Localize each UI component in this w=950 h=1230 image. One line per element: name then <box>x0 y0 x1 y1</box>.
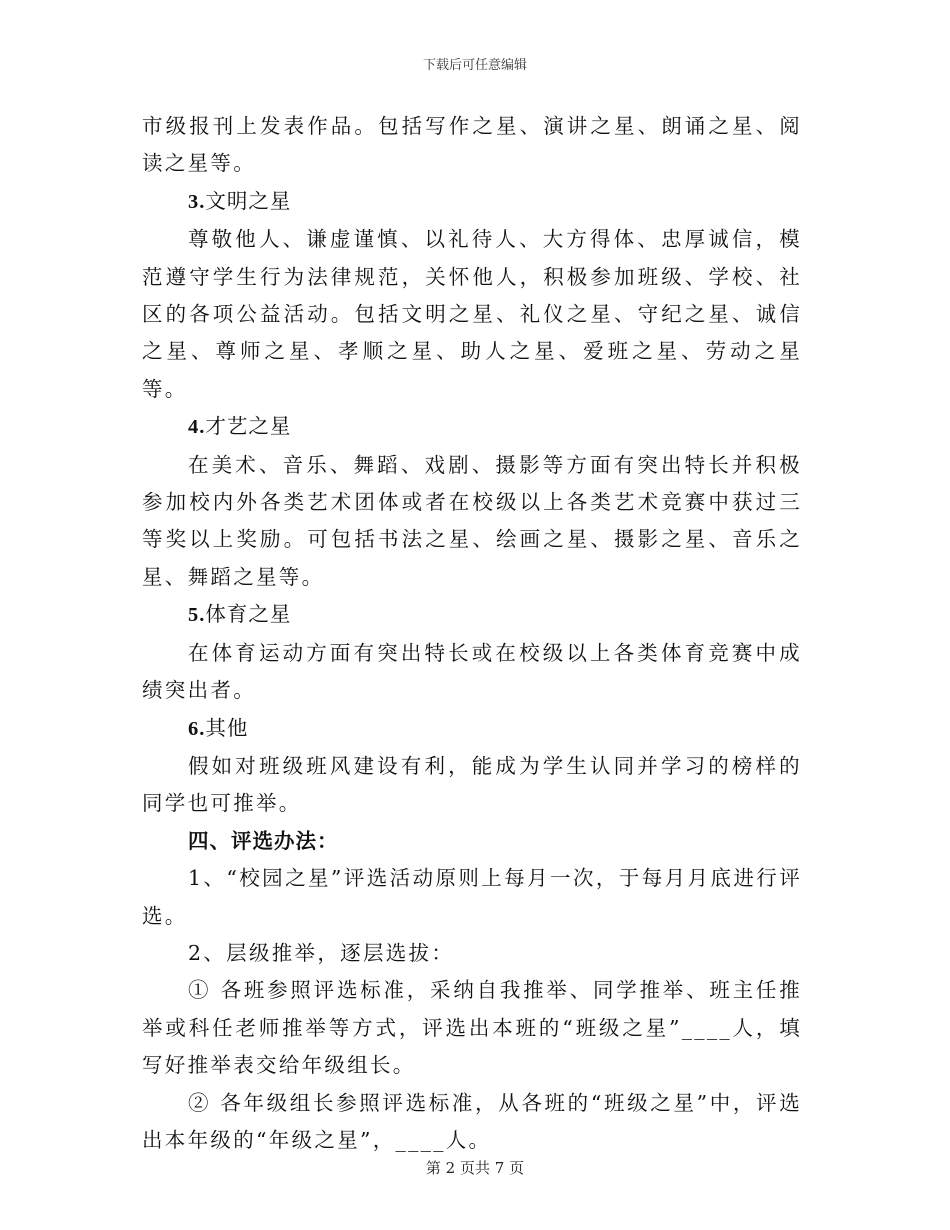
paragraph: ② 各年级组长参照评选标准，从各班的“班级之星”中，评选出本年级的“年级之星”，____人。 <box>142 1090 802 1152</box>
subheading <box>142 408 802 446</box>
subheading-number: 3. <box>188 190 206 213</box>
subheading-text: 才艺之星 <box>205 414 292 439</box>
section-heading: 四、评选办法： <box>188 828 339 853</box>
paragraph: 尊敬他人、谦虚谨慎、以礼待人、大方得体、忠厚诚信，模范遵守学生行为法律规范，关怀他人，积极参加班级、学校、社区的各项公益活动。包括文明之星、礼仪之星、守纪之星、诚信之星、尊师之星、孝顺之星、助人之星、爱班之星、劳动之星等。 <box>142 227 802 401</box>
subheading-number: 5. <box>188 604 206 627</box>
page-footer: 第 2 页共 7 页 <box>425 1159 525 1177</box>
subheading-text: 文明之星 <box>205 188 292 213</box>
page-header: 下载后可任意编辑 <box>422 58 527 73</box>
subheading <box>142 596 802 634</box>
paragraph: 1、“校园之星”评选活动原则上每月一次，于每月月底进行评选。 <box>142 866 802 928</box>
paragraph: 在美术、音乐、舞蹈、戏剧、摄影等方面有突出特长并积极参加校内外各类艺术团体或者在校级以上各类艺术竞赛中获过三等奖以上奖励。可包括书法之星、绘画之星、摄影之星、音乐之星、舞蹈之星等。 <box>142 452 802 589</box>
paragraph: ① 各班参照评选标准，采纳自我推举、同学推举、班主任推举或科任老师推举等方式，评选出本班的“班级之星”____人，填写好推举表交给年级组长。 <box>142 978 802 1078</box>
paragraph: 2、层级推举，逐层选拔： <box>188 940 455 965</box>
document-body <box>142 108 802 1159</box>
subheading <box>142 183 802 221</box>
paragraph: 假如对班级班风建设有利，能成为学生认同并学习的榜样的同学也可推举。 <box>142 753 802 816</box>
subheading-text: 其他 <box>205 715 249 740</box>
paragraph: 市级报刊上发表作品。包括写作之星、演讲之星、朗诵之星、阅读之星等。 <box>142 114 802 176</box>
subheading <box>142 710 802 748</box>
subheading-number: 6. <box>188 717 206 740</box>
paragraph: 在体育运动方面有突出特长或在校级以上各类体育竞赛中成绩突出者。 <box>142 640 802 703</box>
subheading-number: 4. <box>188 416 206 439</box>
subheading-text: 体育之星 <box>205 602 292 627</box>
